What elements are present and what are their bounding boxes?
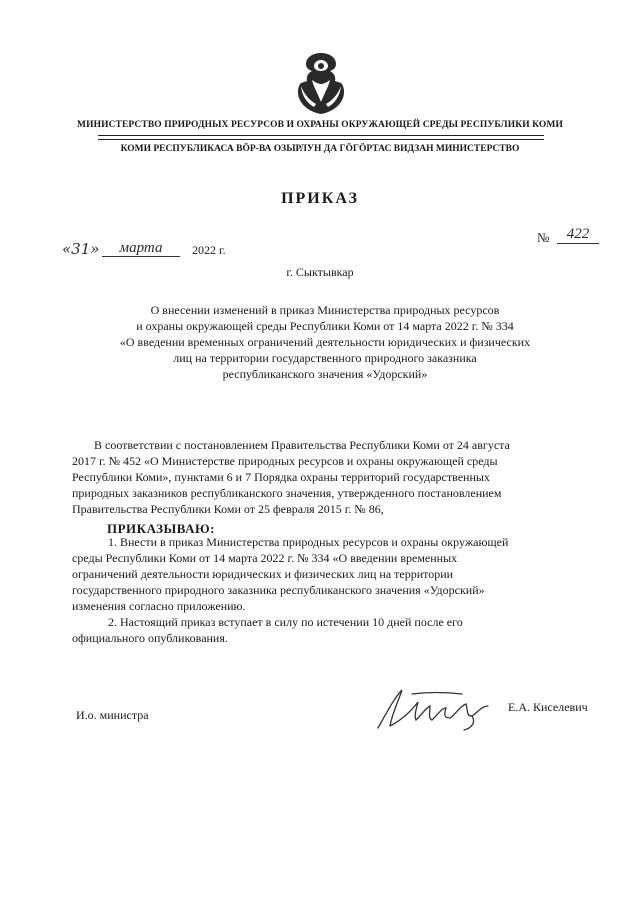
- ministry-name-komi: КОМИ РЕСПУБЛИКАСА ВӦР-ВА ОЗЫРЛУН ДА ГӦГӦРТАС ВИДЗАН МИНИСТЕРСТВО: [120, 144, 520, 154]
- subject-line: республиканского значения «Удорский»: [222, 367, 428, 381]
- header-rule-thin: [98, 139, 544, 140]
- order-item-line: 2. Настоящий приказ вступает в силу по истечении 10 дней после его: [108, 615, 463, 629]
- city-line: г. Сыктывкар: [286, 265, 354, 279]
- signatory-position: И.о. министра: [76, 708, 149, 722]
- number-sign: №: [537, 230, 550, 245]
- order-item-line: официального опубликования.: [72, 631, 228, 645]
- preamble-line: В соответствии с постановлением Правительства Республики Коми от 24 августа: [94, 438, 510, 452]
- subject-line: «О введении временных ограничений деятельности юридических и физических: [119, 335, 531, 349]
- order-item-line: среды Республики Коми от 14 марта 2022 г. № 334 «О введении временных: [72, 551, 458, 565]
- order-item-line: 1. Внести в приказ Министерства природных ресурсов и охраны окружающей: [108, 535, 509, 549]
- subject-line: О внесении изменений в приказ Министерства природных ресурсов: [150, 303, 500, 317]
- coat-of-arms-emblem: [292, 50, 350, 116]
- preamble-line: природных заказников республиканского значения, утвержденного постановлением: [72, 486, 502, 500]
- document-number-handwritten: 422: [557, 226, 599, 244]
- ministry-name-russian: МИНИСТЕРСТВО ПРИРОДНЫХ РЕСУРСОВ И ОХРАНЫ ОКРУЖАЮЩЕЙ СРЕДЫ РЕСПУБЛИКИ КОМИ: [77, 120, 563, 130]
- header-rule-thick: [98, 135, 544, 136]
- preamble-paragraph: [72, 437, 606, 517]
- preamble-line: 2017 г. № 452 «О Министерстве природных ресурсов и охраны окружающей среды: [72, 454, 498, 468]
- order-items: [72, 534, 606, 646]
- date-month-handwritten: марта: [102, 240, 180, 257]
- date-day-handwritten: «31»: [62, 240, 100, 258]
- preamble-line: Правительства Республики Коми от 25 февраля 2015 г. № 86,: [72, 502, 384, 516]
- handwritten-signature: [372, 684, 502, 734]
- order-item-line: ограничений деятельности юридических и физических лиц на территории: [72, 567, 454, 581]
- document-title: ПРИКАЗ: [281, 190, 359, 207]
- subject-line: лиц на территории государственного природного заказника: [173, 351, 477, 365]
- preamble-line: Республики Коми», пунктами 6 и 7 Порядка охраны территорий государственных: [72, 470, 490, 484]
- date-year: 2022 г.: [192, 243, 226, 257]
- order-item-line: государственного природного заказника республиканского значения «Удорский»: [72, 583, 485, 597]
- signatory-name: Е.А. Киселевич: [508, 700, 588, 714]
- order-item-line: изменения согласно приложению.: [72, 599, 246, 613]
- order-subject: [90, 302, 560, 382]
- subject-line: и охраны окружающей среды Республики Коми от 14 марта 2022 г. № 334: [136, 319, 514, 333]
- order-keyword: ПРИКАЗЫВАЮ:: [107, 521, 215, 536]
